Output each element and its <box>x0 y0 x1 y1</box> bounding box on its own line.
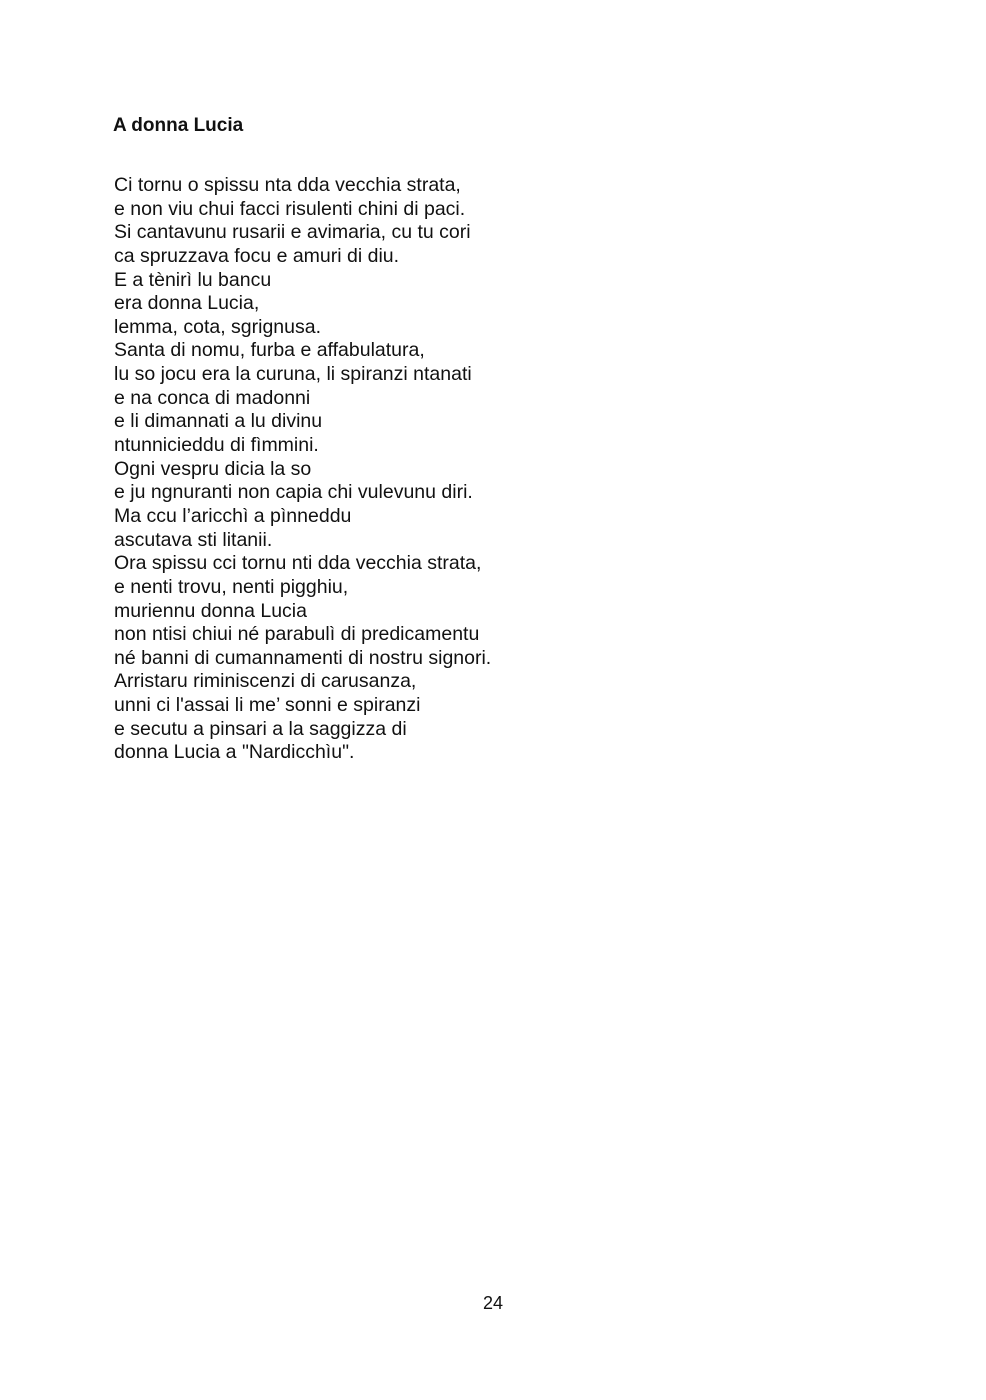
page-number: 24 <box>482 1293 504 1313</box>
poem-line: Ora spissu cci tornu nti dda vecchia strata, <box>114 552 482 575</box>
poem-line: lemma, cota, sgrignusa. <box>114 315 322 338</box>
poem-line: e na conca di madonni <box>114 386 311 409</box>
poem-line: Ogni vespru dicia la so <box>114 457 312 480</box>
poem-line: Santa di nomu, furba e affabulatura, <box>114 339 425 362</box>
poem-line: E a tènirì lu bancu <box>114 268 272 291</box>
poem-line: donna Lucia a "Nardicchìu". <box>114 741 355 764</box>
poem-line: lu so jocu era la curuna, li spiranzi ntanati <box>114 363 472 386</box>
poem-line: ascutava sti litanii. <box>114 528 273 551</box>
poem-line: Ci tornu o spissu nta dda vecchia strata, <box>114 174 461 196</box>
poem-line: Si cantavunu rusarii e avimaria, cu tu cori <box>114 221 471 244</box>
poem-line: ntunnicieddu di fìmmini. <box>114 434 319 457</box>
poem-line: ca spruzzava focu e amuri di diu. <box>114 244 400 267</box>
poem-line: era donna Lucia, <box>114 292 260 315</box>
poem-line: non ntisi chiui né parabulì di predicamentu <box>114 623 480 646</box>
poem-line: Arristaru riminiscenzi di carusanza, <box>114 670 417 693</box>
poem-line: e li dimannati a lu divinu <box>114 410 323 433</box>
poem-line: e non viu chui facci risulenti chini di paci. <box>114 197 466 220</box>
poem-line: unni ci l'assai li me’ sonni e spiranzi <box>114 694 421 717</box>
poem-line: e ju ngnuranti non capia chi vulevunu diri. <box>114 481 473 504</box>
poem-line: Ma ccu l’aricchì a pìnneddu <box>114 504 352 527</box>
poem-line: né banni di cumannamenti di nostru signori. <box>114 646 492 669</box>
poem-line: e nenti trovu, nenti pigghiu, <box>114 575 349 598</box>
poem-title: A donna Lucia <box>113 115 244 136</box>
poem-line: e secutu a pinsari a la saggizza di <box>114 717 407 740</box>
poem-line: muriennu donna Lucia <box>114 599 307 622</box>
poem-body <box>114 174 491 765</box>
